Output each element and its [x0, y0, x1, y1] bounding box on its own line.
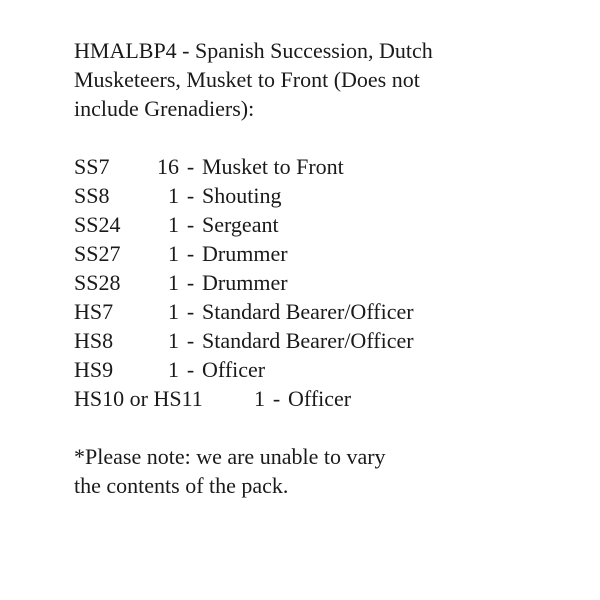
item-quantity: 1	[168, 328, 179, 353]
item-separator: -	[186, 270, 195, 295]
item-quantity: 1	[168, 357, 179, 382]
list-item	[74, 355, 594, 384]
item-code: SS24	[74, 212, 121, 237]
item-code: SS27	[74, 241, 121, 266]
item-description: Drummer	[202, 270, 288, 295]
pack-note	[74, 442, 594, 500]
item-code: SS28	[74, 270, 121, 295]
title-line: Musketeers, Musket to Front (Does not	[74, 67, 420, 92]
item-quantity: 1	[168, 183, 179, 208]
item-quantity: 1	[254, 386, 265, 411]
item-separator: -	[186, 212, 195, 237]
list-item	[74, 210, 594, 239]
item-description: Standard Bearer/Officer	[202, 328, 414, 353]
item-description: Officer	[202, 357, 266, 382]
list-item	[74, 239, 594, 268]
item-code: HS8	[74, 328, 114, 353]
title-line: HMALBP4 - Spanish Succession, Dutch	[74, 38, 433, 63]
item-separator: -	[186, 328, 195, 353]
item-description: Musket to Front	[202, 154, 344, 179]
list-item	[74, 152, 594, 181]
item-code: HS9	[74, 357, 114, 382]
item-description: Officer	[288, 386, 352, 411]
item-quantity: 1	[168, 241, 179, 266]
note-line: the contents of the pack.	[74, 473, 289, 498]
item-separator: -	[186, 241, 195, 266]
product-title	[74, 36, 594, 123]
item-code: HS10 or HS11	[74, 386, 203, 411]
item-quantity: 1	[168, 270, 179, 295]
item-code: HS7	[74, 299, 114, 324]
spacer	[74, 123, 594, 152]
item-separator: -	[186, 299, 195, 324]
list-item	[74, 268, 594, 297]
item-code: SS8	[74, 183, 110, 208]
item-quantity: 1	[168, 299, 179, 324]
item-description: Drummer	[202, 241, 288, 266]
list-item	[74, 384, 594, 413]
list-item	[74, 181, 594, 210]
list-item	[74, 326, 594, 355]
pack-contents-list	[74, 152, 594, 413]
item-separator: -	[186, 183, 195, 208]
item-description: Shouting	[202, 183, 282, 208]
item-separator: -	[186, 357, 195, 382]
item-quantity: 16	[157, 154, 179, 179]
spacer	[74, 413, 594, 442]
item-description: Standard Bearer/Officer	[202, 299, 414, 324]
item-description: Sergeant	[202, 212, 279, 237]
item-quantity: 1	[168, 212, 179, 237]
item-code: SS7	[74, 154, 110, 179]
item-separator: -	[272, 386, 281, 411]
note-line: *Please note: we are unable to vary	[74, 444, 386, 469]
title-line: include Grenadiers):	[74, 96, 255, 121]
list-item	[74, 297, 594, 326]
product-description	[74, 36, 594, 500]
item-separator: -	[186, 154, 195, 179]
